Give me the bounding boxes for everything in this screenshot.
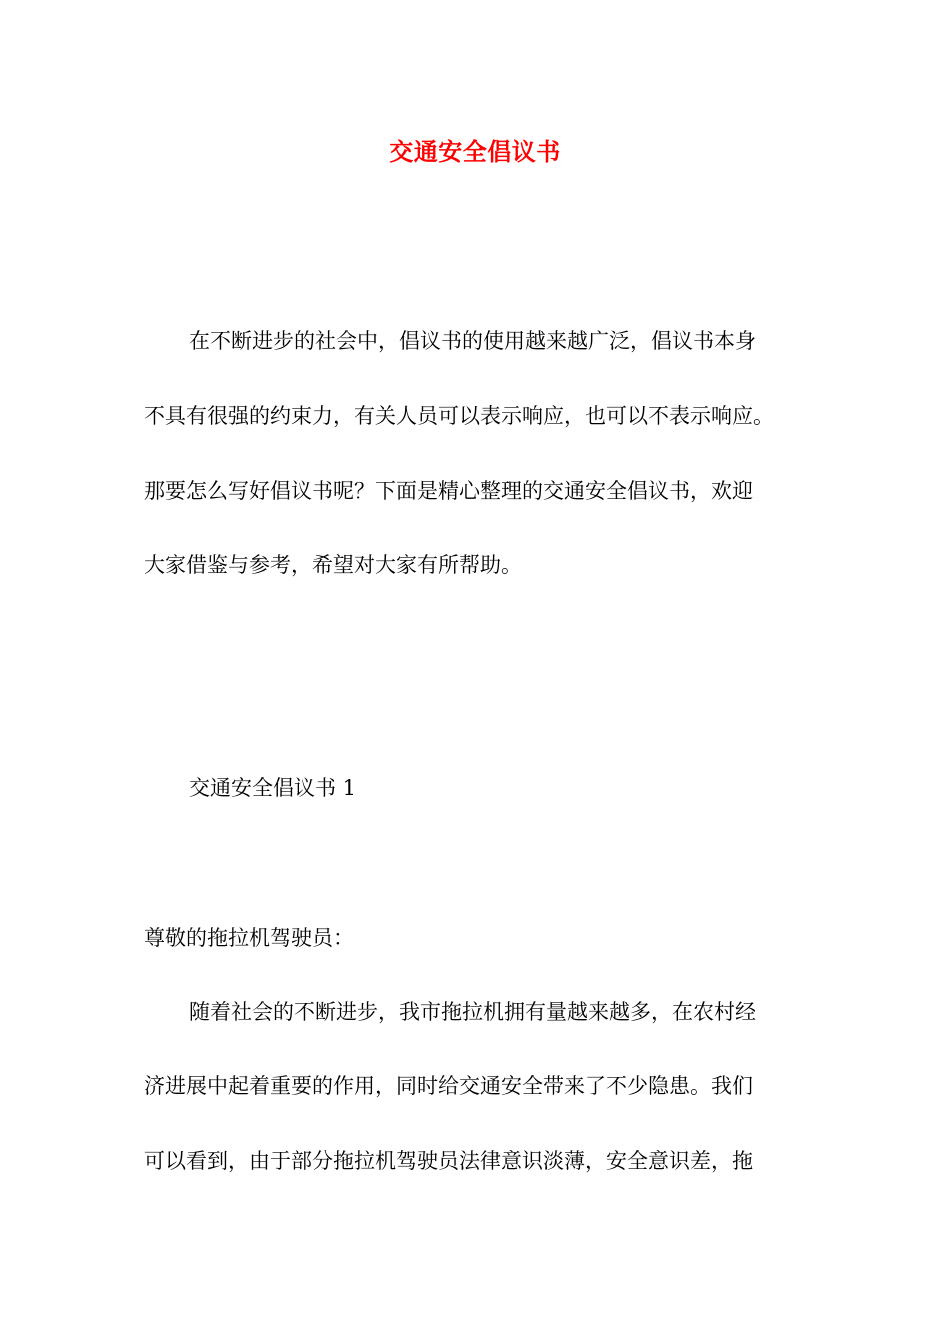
body-line-1: 随着社会的不断进步，我市拖拉机拥有量越来越多，在农村经	[189, 1000, 756, 1024]
intro-line-1: 在不断进步的社会中，倡议书的使用越来越广泛，倡议书本身	[189, 329, 756, 353]
body-line-3: 可以看到，由于部分拖拉机驾驶员法律意识淡薄，安全意识差，拖	[144, 1149, 753, 1173]
salutation: 尊敬的拖拉机驾驶员：	[144, 926, 354, 950]
intro-line-3: 那要怎么写好倡议书呢？下面是精心整理的交通安全倡议书，欢迎	[144, 479, 753, 503]
document-title: 交通安全倡议书	[389, 137, 561, 166]
section-heading: 交通安全倡议书 1	[189, 776, 357, 800]
intro-line-2: 不具有很强的约束力，有关人员可以表示响应，也可以不表示响应。	[144, 404, 774, 428]
body-line-2: 济进展中起着重要的作用，同时给交通安全带来了不少隐患。我们	[144, 1074, 753, 1098]
intro-line-4: 大家借鉴与参考，希望对大家有所帮助。	[144, 553, 522, 577]
